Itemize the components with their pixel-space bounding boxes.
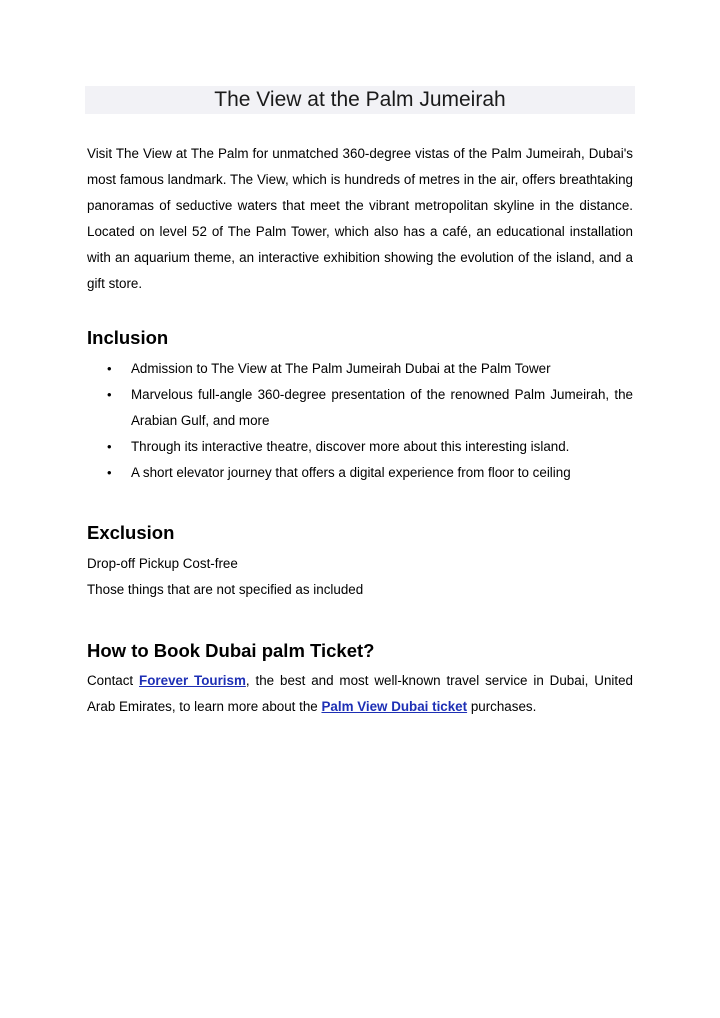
inclusion-heading: Inclusion xyxy=(87,327,169,348)
booking-text-middle: , the best and most well-known travel service in Dubai, United Arab Emirates, to learn more about the xyxy=(87,673,633,714)
page-title: The View at the Palm Jumeirah xyxy=(85,86,635,114)
list-item xyxy=(87,382,633,434)
exclusion-line: Drop-off Pickup Cost-free xyxy=(87,556,238,571)
list-item xyxy=(87,434,633,460)
intro-paragraph: Visit The View at The Palm for unmatched 360-degree vistas of the Palm Jumeirah, Dubai's most famous landmark. The View, which is hundreds of metres in the air, offers breathtaking panoramas of seductive waters that meet the vibrant metropolitan skyline in the distance. Located on level 52 of The Palm Tower, which also has a café, an educational installation with an aquarium theme, an interactive exhibition showing the evolution of the island, and a gift store. xyxy=(87,146,633,291)
inclusion-list xyxy=(87,356,633,486)
bullet-icon: • xyxy=(107,387,112,402)
list-item-text: A short elevator journey that offers a digital experience from floor to ceiling xyxy=(131,465,571,480)
bullet-icon: • xyxy=(107,465,112,480)
exclusion-list xyxy=(87,551,633,603)
exclusion-heading: Exclusion xyxy=(87,522,175,543)
list-item-text: Marvelous full-angle 360-degree presentation of the renowned Palm Jumeirah, the Arabian Gulf, and more xyxy=(131,387,633,428)
booking-heading: How to Book Dubai palm Ticket? xyxy=(87,640,375,661)
list-item xyxy=(87,460,633,486)
palm-view-ticket-link[interactable]: Palm View Dubai ticket xyxy=(321,699,468,714)
list-item-text: Admission to The View at The Palm Jumeirah Dubai at the Palm Tower xyxy=(131,361,551,376)
booking-text-after: purchases. xyxy=(467,699,537,714)
bullet-icon: • xyxy=(107,439,112,454)
booking-paragraph xyxy=(87,668,633,720)
list-item xyxy=(87,356,633,382)
list-item-text: Through its interactive theatre, discover more about this interesting island. xyxy=(131,439,570,454)
forever-tourism-link[interactable]: Forever Tourism xyxy=(139,673,246,688)
bullet-icon: • xyxy=(107,361,112,376)
booking-text-before: Contact xyxy=(87,673,140,688)
exclusion-line: Those things that are not specified as included xyxy=(87,582,364,597)
